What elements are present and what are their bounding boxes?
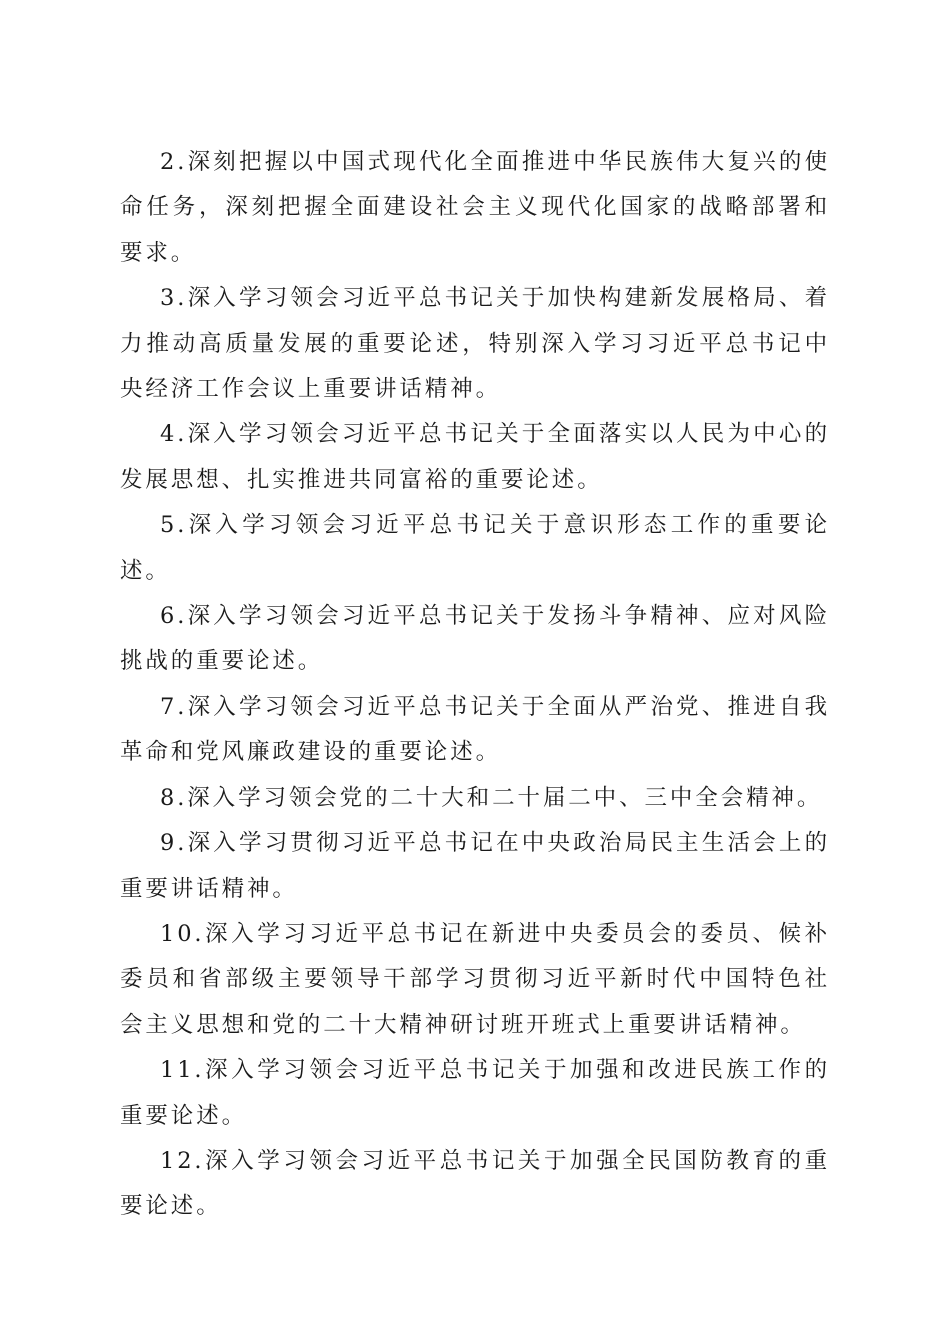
paragraph-item-4: 4.深入学习领会习近平总书记关于全面落实以人民为中心的发展思想、扎实推进共同富裕的重要论述。 (120, 421, 830, 493)
paragraph-item-10: 10.深入学习习近平总书记在新进中央委员会的委员、候补委员和省部级主要领导干部学习贯彻习近平新时代中国特色社会主义思想和党的二十大精神研讨班开班式上重要讲话精神。 (120, 920, 830, 1038)
paragraph-item-3: 3.深入学习领会习近平总书记关于加快构建新发展格局、着力推动高质量发展的重要论述，特别深入学习习近平总书记中央经济工作会议上重要讲话精神。 (120, 285, 830, 403)
paragraph-item-8: 8.深入学习领会党的二十大和二十届二中、三中全会精神。 (160, 784, 823, 811)
paragraph-item-11: 11.深入学习领会习近平总书记关于加强和改进民族工作的重要论述。 (120, 1057, 830, 1129)
paragraph-item-7: 7.深入学习领会习近平总书记关于全面从严治党、推进自我革命和党风廉政建设的重要论述。 (120, 693, 830, 766)
paragraph-item-6: 6.深入学习领会习近平总书记关于发扬斗争精神、应对风险挑战的重要论述。 (120, 603, 830, 675)
paragraph-item-9: 9.深入学习贯彻习近平总书记在中央政治局民主生活会上的重要讲话精神。 (120, 830, 830, 902)
document-body (120, 140, 830, 1230)
paragraph-item-5: 5.深入学习领会习近平总书记关于意识形态工作的重要论述。 (120, 512, 830, 584)
paragraph-item-12: 12.深入学习领会习近平总书记关于加强全民国防教育的重要论述。 (120, 1147, 830, 1220)
paragraph-item-2: 2.深刻把握以中国式现代化全面推进中华民族伟大复兴的使命任务，深刻把握全面建设社会主义现代化国家的战略部署和要求。 (120, 149, 830, 266)
